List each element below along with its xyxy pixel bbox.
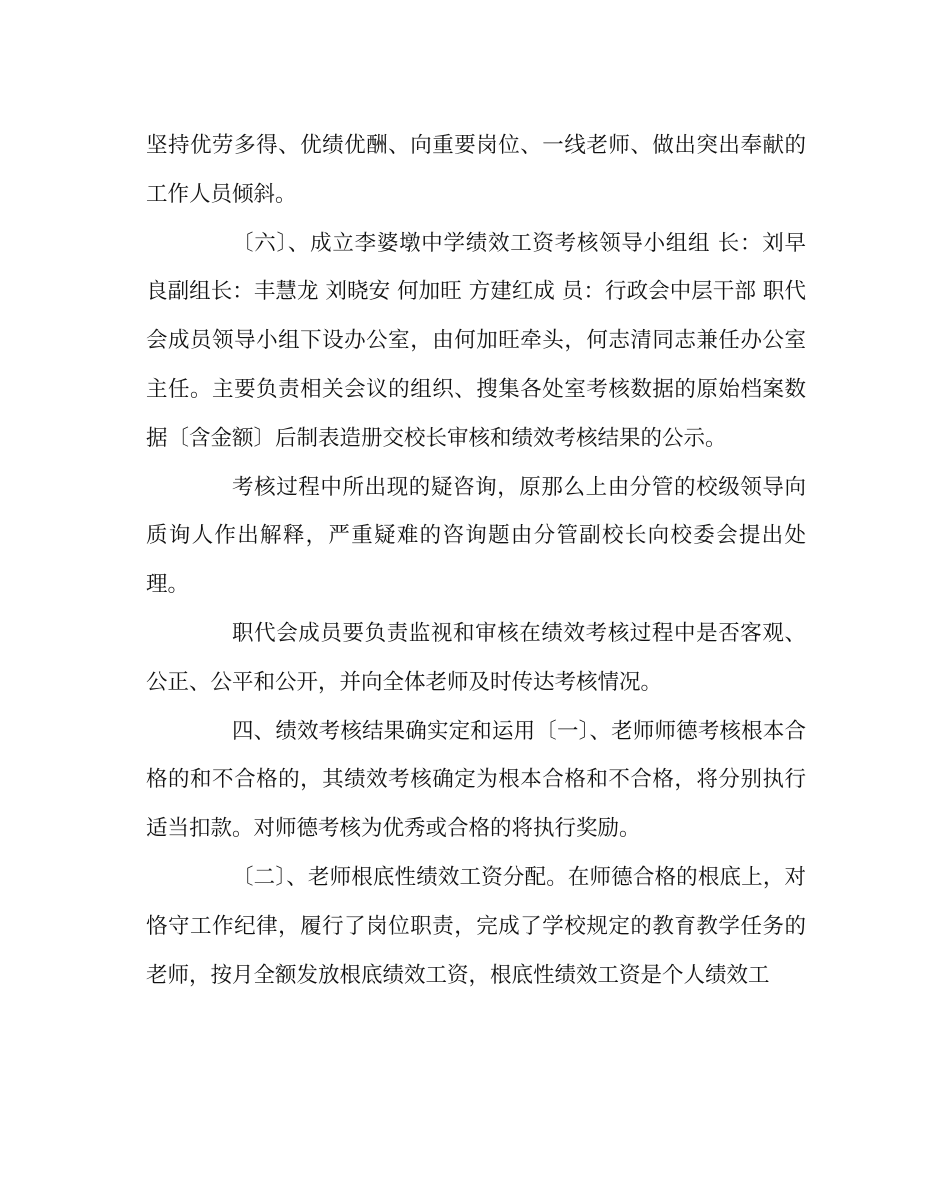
paragraph-supervision: 职代会成员要负责监视和审核在绩效考核过程中是否客观、公正、公平和公开，并向全体老师及时传达考核情况。 bbox=[146, 620, 806, 695]
document-body bbox=[146, 122, 806, 1000]
paragraph-continued: 坚持优劳多得、优绩优酬、向重要岗位、一线老师、做出突出奉献的工作人员倾斜。 bbox=[146, 133, 806, 207]
paragraph-basic-salary: 〔二〕、老师根底性绩效工资分配。在师德合格的根底上，对恪守工作纪律，履行了岗位职责，完成了学校规定的教育教学任务的老师，按月全额发放根底绩效工资，根底性绩效工资是个人绩效工 bbox=[146, 864, 806, 988]
paragraph-leadership-group: 〔六〕、成立李婆墩中学绩效工资考核领导小组组 长：刘早良副组长：丰慧龙 刘晓安 何加旺 方建红成 员：行政会中层干部 职代会成员领导小组下设办公室，由何加旺牵头，何志清同志兼任办公室主任。主要负责相关会议的组织、搜集各处室考核数据的原始档案数据〔含金额〕后制表造册交校长审核和绩效考核结果的公示。 bbox=[146, 230, 806, 451]
paragraph-inquiry-handling: 考核过程中所出现的疑咨询，原那么上由分管的校级领导向质询人作出解释，严重疑难的咨询题由分管副校长向校委会提出处理。 bbox=[146, 474, 806, 598]
paragraph-results-application: 四、绩效考核结果确实定和运用〔一〕、老师师德考核根本合格的和不合格的，其绩效考核确定为根本合格和不合格，将分别执行适当扣款。对师德考核为优秀或合格的将执行奖励。 bbox=[146, 718, 806, 842]
